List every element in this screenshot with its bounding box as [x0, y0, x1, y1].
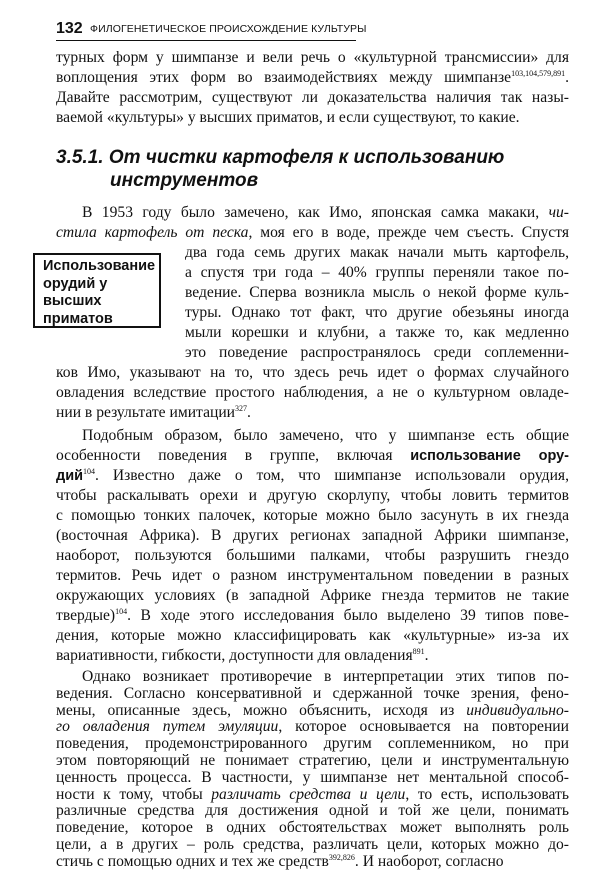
text-line: туры. Однако тот факт, что другие обезьяны иногда — [185, 304, 569, 321]
text-line: ваемой «культуры» у высших приматов, и если существуют, то какие. — [56, 109, 520, 126]
text-line: поведения, продемонстрированного другим соплеменником, но при — [56, 736, 569, 753]
section-title-cont: инструментов — [110, 170, 259, 191]
text-line: овладения вследствие простого наблюдения, а не о культурном овладе- — [56, 384, 569, 401]
text-line: поведение, которое в одних обстоятельствах может выполнять роль — [56, 820, 569, 837]
text-line: особенности поведения в группе, включая использование ору- — [56, 447, 569, 464]
text-line: окружающих условиях (в западной Африке гнезда термитов не такие — [56, 587, 569, 604]
text-line: два года семь других макак начали мыть картофель, — [185, 244, 569, 261]
text-line: воплощения этих форм во взаимодействиях между шимпанзе$^{103,104,579,891}$. — [56, 69, 569, 86]
page-header — [56, 20, 576, 46]
text-line: го овладения путем эмуляции, которое основывается на повторении — [56, 719, 569, 736]
text-line: стичь с помощью одних и тех же средств$^{392,826}$. И наоборот, согласно — [56, 853, 504, 870]
citation: 103,104,579,891 — [511, 69, 566, 78]
margin-note: Использование орудий у высших приматов — [33, 253, 161, 328]
text-line: чтобы раскалывать орехи и другую скорлупу, чтобы ловить термитов — [56, 487, 569, 504]
text-line: цели, а в других – роль средства, различать цели, которых можно до- — [56, 837, 569, 853]
text-line: мыли корешки и клубни, а также то, как медленно — [185, 324, 569, 341]
text-line: дий$^{104}$. Известно даже о том, что шимпанзе использовали орудия, — [56, 467, 569, 484]
text-line: ности к тому, чтобы различать средства и цели, то есть, использовать — [56, 786, 569, 803]
text-line: а спустя три года – 40% группы переняли такое по- — [185, 264, 569, 281]
text-line: ведение. Сперва возникла мысль о некой форме куль- — [185, 284, 569, 301]
text-line: нии в результате имитации$^{327}$. — [56, 404, 251, 421]
text-line: различные средства для достижения одной и той же цели, понимать — [56, 803, 569, 820]
header-rule — [56, 40, 356, 41]
page-number: 132 — [56, 20, 83, 37]
text-line: стила картофель от песка, моя его в воде, прежде чем съесть. Спустя — [56, 224, 569, 241]
text-line: ведения. Согласно консервативной и сдержанной точке зрения, фено- — [56, 685, 569, 702]
text-line: дения, которые можно классифицировать как «культурные» из-за их — [56, 627, 569, 644]
text-line: наоборот, пользуются большими палками, чтобы разрушить гнездо — [56, 547, 569, 564]
text-line: В 1953 году было замечено, как Имо, японская самка макаки, чи- — [82, 204, 569, 221]
section-title: 3.5.1. От чистки картофеля к использованию — [56, 147, 505, 168]
citation: 104 — [115, 607, 128, 616]
text-line: (восточная Африка). В других регионах западной Африки шимпанзе, — [56, 527, 569, 544]
text-line: с помощью тонких палочек, которые можно было засунуть в их гнезда — [56, 507, 569, 524]
text-line: Подобным образом, было замечено, что у шимпанзе есть общие — [82, 427, 569, 444]
text-line: Давайте рассмотрим, существуют ли доказательства наличия так назы- — [56, 89, 569, 106]
text-line: мены, описанные здесь, можно объяснить, исходя из индивидуально- — [56, 702, 569, 719]
text-line: твердые)$^{104}$. В ходе этого исследования было выделено 39 типов пове- — [56, 607, 569, 624]
citation: 104 — [83, 467, 96, 476]
text-line: Однако возникает противоречие в интерпретации этих типов по- — [82, 669, 569, 685]
citation: 891 — [412, 647, 425, 656]
text-line: термитов. Речь идет о разном инструментальном поведении в разных — [56, 567, 569, 584]
running-title: ФИЛОГЕНЕТИЧЕСКОЕ ПРОИСХОЖДЕНИЕ КУЛЬТУРЫ — [90, 23, 367, 35]
text-line: это поведение распространялось среди соплеменни- — [185, 344, 569, 361]
text-line: ков Имо, указывают на то, что здесь речь идет о формах случайного — [56, 364, 569, 381]
text-line: вариативности, гибкости, доступности для овладения$^{891}$. — [56, 647, 429, 664]
text-line: этом повторяющий не понимает стратегию, цели и инструментальную — [56, 753, 569, 769]
text-line: ценность процесса. В частности, у шимпанзе нет ментальной способ- — [56, 769, 569, 786]
citation: 327 — [235, 404, 248, 413]
text-line: турных форм у шимпанзе и вели речь о «культурной трансмиссии» для — [56, 49, 569, 66]
